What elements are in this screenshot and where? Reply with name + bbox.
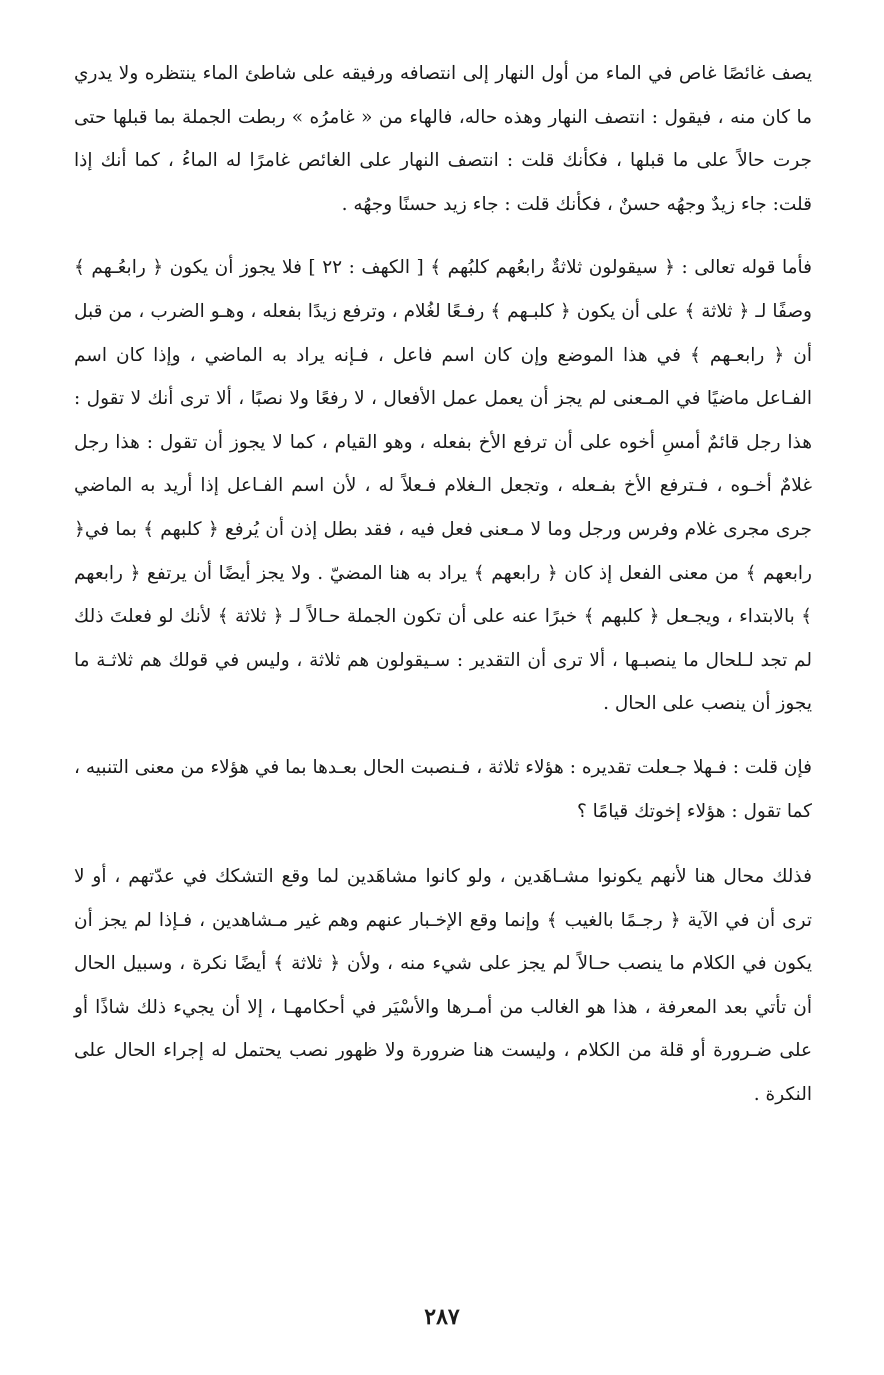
page-number: ٢٨٧ (424, 1304, 460, 1330)
paragraph-2: فأما قوله تعالى : ﴿ سيقولون ثلاثةٌ رابعُهم كلبُهم ﴾ [ الكهف : ٢٢ ] فلا يجوز أن يكون ﴿ رابعُـهم ﴾ وصفًا لـ ﴿ ثلاثة ﴾ على أن يكون ﴿ كلبـهم ﴾ رفـعًا لغُلام ، وترفع زيدًا بفعله ، وهـو الضرب ، من قبل أن ﴿ رابعـهم ﴾ في هذا الموضع وإن كان اسم فاعل ، فـإنه يراد به الماضي ، وإذا كان اسم الفـاعل ماضيًا في المـعنى لم يجز أن يعمل عمل الأفعال ، لا رفعًا ولا نصبًا ، ألا ترى أنك لا تقول : هذا رجل قائمٌ أمسِ أخوه على أن ترفع الأخ بفعله ، وهو القيام ، كما لا يجوز أن تقول : هذا رجل غلامٌ أخـوه ، فـترفع الأخ بفـعله ، وتجعل الـغلام فـعلاً له ، لأن اسم الفـاعل إذا أريد به الماضي جرى مجرى غلام وفرس ورجل وما لا مـعنى فعل فيه ، فقد بطل إذن أن يُرفع ﴿ كلبهم ﴾ بما في﴿ رابعهم ﴾ من معنى الفعل إذ كان ﴿ رابعهم ﴾ يراد به هنا المضيّ . ولا يجز أيضًا أن يرتفع ﴿ رابعهم ﴾ بالابتداء ، ويجـعل ﴿ كلبهم ﴾ خبرًا عنه على أن تكون الجملة حـالاً لـ ﴿ ثلاثة ﴾ لأنك لو فعلتَ ذلك لم تجد لـلحال ما ينصبـها ، ألا ترى أن التقدير : سـيقولون هم ثلاثة ، وليس في قولك هم ثلاثـة ما يجوز أن ينصب على الحال . (74, 257, 812, 715)
paragraph-3: فإن قلت : فـهلا جـعلت تقديره : هؤلاء ثلاثة ، فـنصبت الحال بعـدها بما في هؤلاء من معنى التنبيه ، كما تقول : هؤلاء إخوتك قيامًا ؟ (74, 756, 812, 822)
paragraph-4: فذلك محال هنا لأنهم يكونوا مشـاهَدين ، ولو كانوا مشاهَدين لما وقع التشكك في عدّتهم ، أو لا ترى أن في الآية ﴿ رجـمًا بالغيب ﴾ وإنما وقع الإخـبار عنهم وهم غير مـشاهدين ، فـإذا لم يجز أن يكون في الكلام ما ينصب حـالاً لم يجز على شيء منه ، ولأن ﴿ ثلاثة ﴾ أيضًا نكرة ، وسبيل الحال أن تأتي بعد المعرفة ، هذا هو الغالب من أمـرها والأسْيَر في أحكامهـا ، إلا أن يجيء ذلك شاذًا أو على ضـرورة أو قلة من الكلام ، وليست هنا ضرورة ولا ظهور نصب يحتمل له إجراء الحال على النكرة . (74, 866, 812, 1106)
paragraph-1: يصف غائصًا غاص في الماء من أول النهار إلى انتصافه ورفيقه على شاطئ الماء ينتظره ولا يدري ما كان منه ، فيقول : انتصف النهار وهذه حاله، فالهاء من « غامرُه » ربطت الجملة بما قبلها حتى جرت حالاً على ما قبلها ، فكأنك قلت : انتصف النهار على الغائص غامرًا له الماءُ ، كما أنك إذا قلت: جاء زيدٌ وجهُه حسنٌ ، فكأنك قلت : جاء زيد حسنًا وجهُه . (74, 63, 812, 215)
